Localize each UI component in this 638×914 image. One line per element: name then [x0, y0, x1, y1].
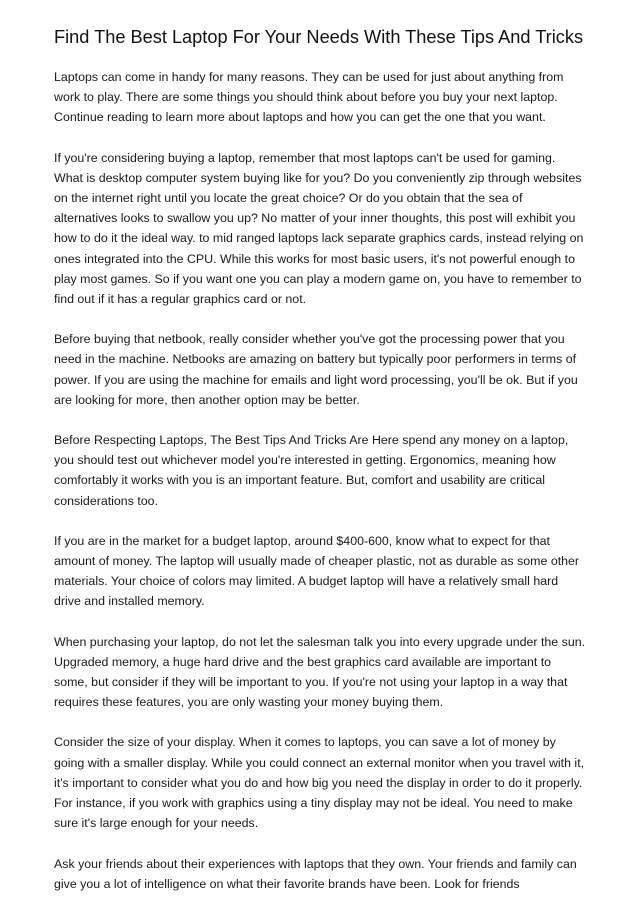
paragraph-display: Consider the size of your display. When it comes to laptops, you can save a lot of money by going with a smaller display. While you could connect an external monitor when you travel with it, it's important to consider what you do and how big you need the display in order to do it properly. For instance, if you work with graphics using a tiny display may not be ideal. You need to make sure it's large enough for your needs. — [54, 735, 585, 831]
paragraph-netbook: Before buying that netbook, really consider whether you've got the processing power that you need in the machine. Netbooks are amazing on battery but typically poor performers in terms of power. If you are using the machine for emails and light word processing, you'll be ok. But if you are looking for more, then another option may be better. — [54, 332, 578, 407]
document-title: Find The Best Laptop For Your Needs With These Tips And Tricks — [54, 27, 584, 47]
paragraph-gaming: If you're considering buying a laptop, remember that most laptops can't be used for gaming. What is desktop computer system buying like for you? Do you conveniently zip through websites on the internet right until you locate the great choice? Or do you obtain that the sea of alternatives looks to swallow you up? No matter of your inner thoughts, this post will exhibit you how to do it the ideal way. to mid ranged laptops lack separate graphics cards, instead relying on ones integrated into the CPU. While this works for most basic users, it's not powerful enough to play most games. So if you want one you can play a modern game on, you have to remember to find out if it has a regular graphics card or not. — [54, 150, 584, 307]
paragraph-intro: Laptops can come in handy for many reasons. They can be used for just about anything from work to play. There are some things you should think about before you buy your next laptop. Continue reading to learn more about laptops and how you can get the one that you want. — [54, 70, 564, 125]
paragraph-ergonomics: Before Respecting Laptops, The Best Tips And Tricks Are Here spend any money on a laptop, you should test out whichever model you're interested in getting. Ergonomics, meaning how comfortably it works with you is an important feature. But, comfort and usability are critical considerations too. — [54, 433, 569, 508]
document-page — [54, 28, 587, 914]
paragraph-friends: Ask your friends about their experiences with laptops that they own. Your friends and family can give you a lot of intelligence on what their favorite brands have been. Look for friends — [54, 856, 577, 891]
paragraph-budget: If you are in the market for a budget laptop, around $400-600, know what to expect for that amount of money. The laptop will usually made of cheaper plastic, not as durable as some other materials. Your choice of colors may limited. A budget laptop will have a relatively small hard drive and installed memory. — [54, 533, 580, 609]
paragraph-upgrades: When purchasing your laptop, do not let the salesman talk you into every upgrade under the sun. Upgraded memory, a huge hard drive and the best graphics card available are important to some, but consider if they will be important to you. If you're not using your laptop in a way that requires these features, you are only wasting your money buying them. — [54, 634, 586, 710]
